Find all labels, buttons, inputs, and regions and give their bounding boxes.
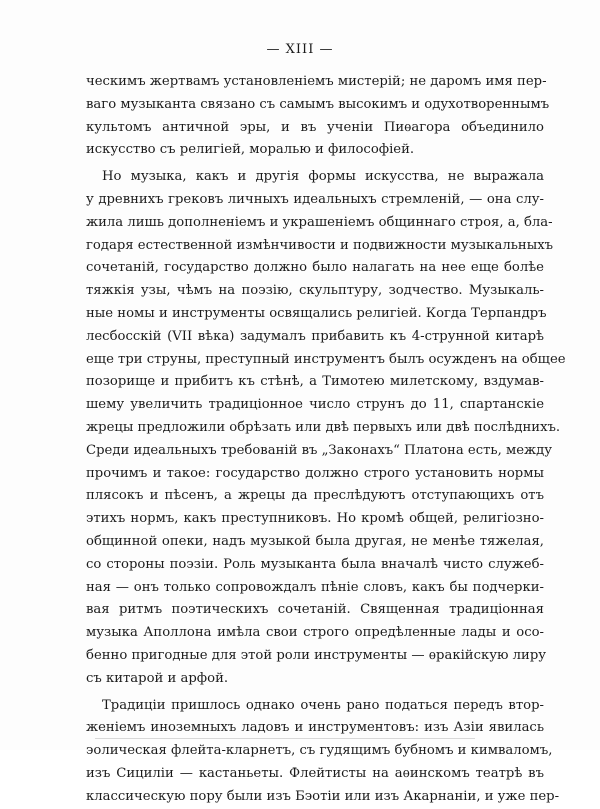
text-line: ческимъ жертвамъ установленіемъ мистерій; не даромъ имя пер- bbox=[86, 74, 547, 89]
text-line: ваго музыканта связано съ самымъ высокимъ и одухотвореннымъ bbox=[86, 96, 550, 112]
text-line: музыка Аполлона имѣла свои строго опредѣленные лады и осо- bbox=[86, 625, 544, 641]
text-line: Среди идеальныхъ требованій въ „Законахъ“ Платона есть, между bbox=[86, 442, 553, 458]
text-line: сочетаній, государство должно было налагать на нее еще болѣе bbox=[86, 260, 544, 276]
text-line: позорище и прибитъ къ стѣнѣ, а Тимотею милетскому, вздумав- bbox=[86, 374, 544, 390]
text-line: тяжкія узы, чѣмъ на поэзію, скульптуру, зодчество. Музыкаль- bbox=[86, 283, 544, 299]
text-line: общинной опеки, надъ музыкой была другая, не менѣе тяжелая, bbox=[86, 533, 544, 549]
text-line: искусство съ религіей, моралью и философіей. bbox=[86, 142, 415, 158]
text-line: женіемъ иноземныхъ ладовъ и инструментовъ: изъ Азіи явилась bbox=[86, 720, 544, 736]
text-line: съ китарой и арфой. bbox=[86, 670, 229, 686]
text-line: эолическая флейта-кларнетъ, съ гудящимъ бубномъ и кимваломъ, bbox=[86, 743, 553, 759]
text-line: бенно пригодные для этой роли инструменты — ѳракійскую лиру bbox=[86, 647, 547, 663]
text-line: вая ритмъ поэтическихъ сочетаній. Священная традиціонная bbox=[86, 602, 544, 618]
body-text bbox=[86, 71, 566, 809]
text-line: шему увеличить традиціонное число струнъ до 11, спартанскіе bbox=[86, 397, 544, 413]
text-line: ные номы и инструменты освящались религіей. Когда Терпандръ bbox=[86, 305, 547, 321]
page-bottom-edge bbox=[95, 738, 475, 739]
text-line: Но музыка, какъ и другія формы искусства, не выражала bbox=[102, 169, 544, 185]
page-number: — XIII — bbox=[266, 42, 334, 57]
text-line: годаря естественной измѣнчивости и подвижности музыкальныхъ bbox=[86, 237, 554, 253]
text-line: плясокъ и пѣсенъ, а жрецы да преслѣдуютъ отступающихъ отъ bbox=[86, 488, 544, 504]
text-line: ная — онъ только сопровождалъ пѣніе словъ, какъ бы подчерки- bbox=[86, 579, 544, 595]
text-line: лесбосскій (VII вѣка) задумалъ прибавить къ 4-струнной китарѣ bbox=[86, 328, 544, 344]
text-line: культомъ античной эры, и въ ученіи Пиѳагора объединило bbox=[86, 119, 544, 135]
text-line: у древнихъ грековъ личныхъ идеальныхъ стремленій, — она слу- bbox=[86, 191, 544, 207]
text-line: жила лишь дополненіемъ и украшеніемъ общиннаго строя, а, бла- bbox=[86, 214, 553, 230]
text-line: еще три струны, преступный инструментъ былъ осужденъ на общее bbox=[86, 351, 566, 367]
text-line: со стороны поэзіи. Роль музыканта была вначалѣ чисто служеб- bbox=[86, 556, 544, 572]
text-line: Традиціи пришлось однако очень рано податься передъ втор- bbox=[102, 697, 544, 713]
text-line: жрецы предложили обрѣзать или двѣ первыхъ или двѣ послѣднихъ. bbox=[86, 419, 561, 435]
text-line: прочимъ и такое: государство должно строго установить нормы bbox=[86, 465, 544, 481]
text-line: изъ Сициліи — кастаньеты. Флейтисты на аѳинскомъ театрѣ въ bbox=[86, 765, 544, 781]
text-line: классическую пору были изъ Бэотіи или изъ Акарнаніи, и уже пер- bbox=[86, 788, 560, 804]
text-line: этихъ нормъ, какъ преступниковъ. Но кромѣ общей, религіозно- bbox=[86, 511, 544, 527]
